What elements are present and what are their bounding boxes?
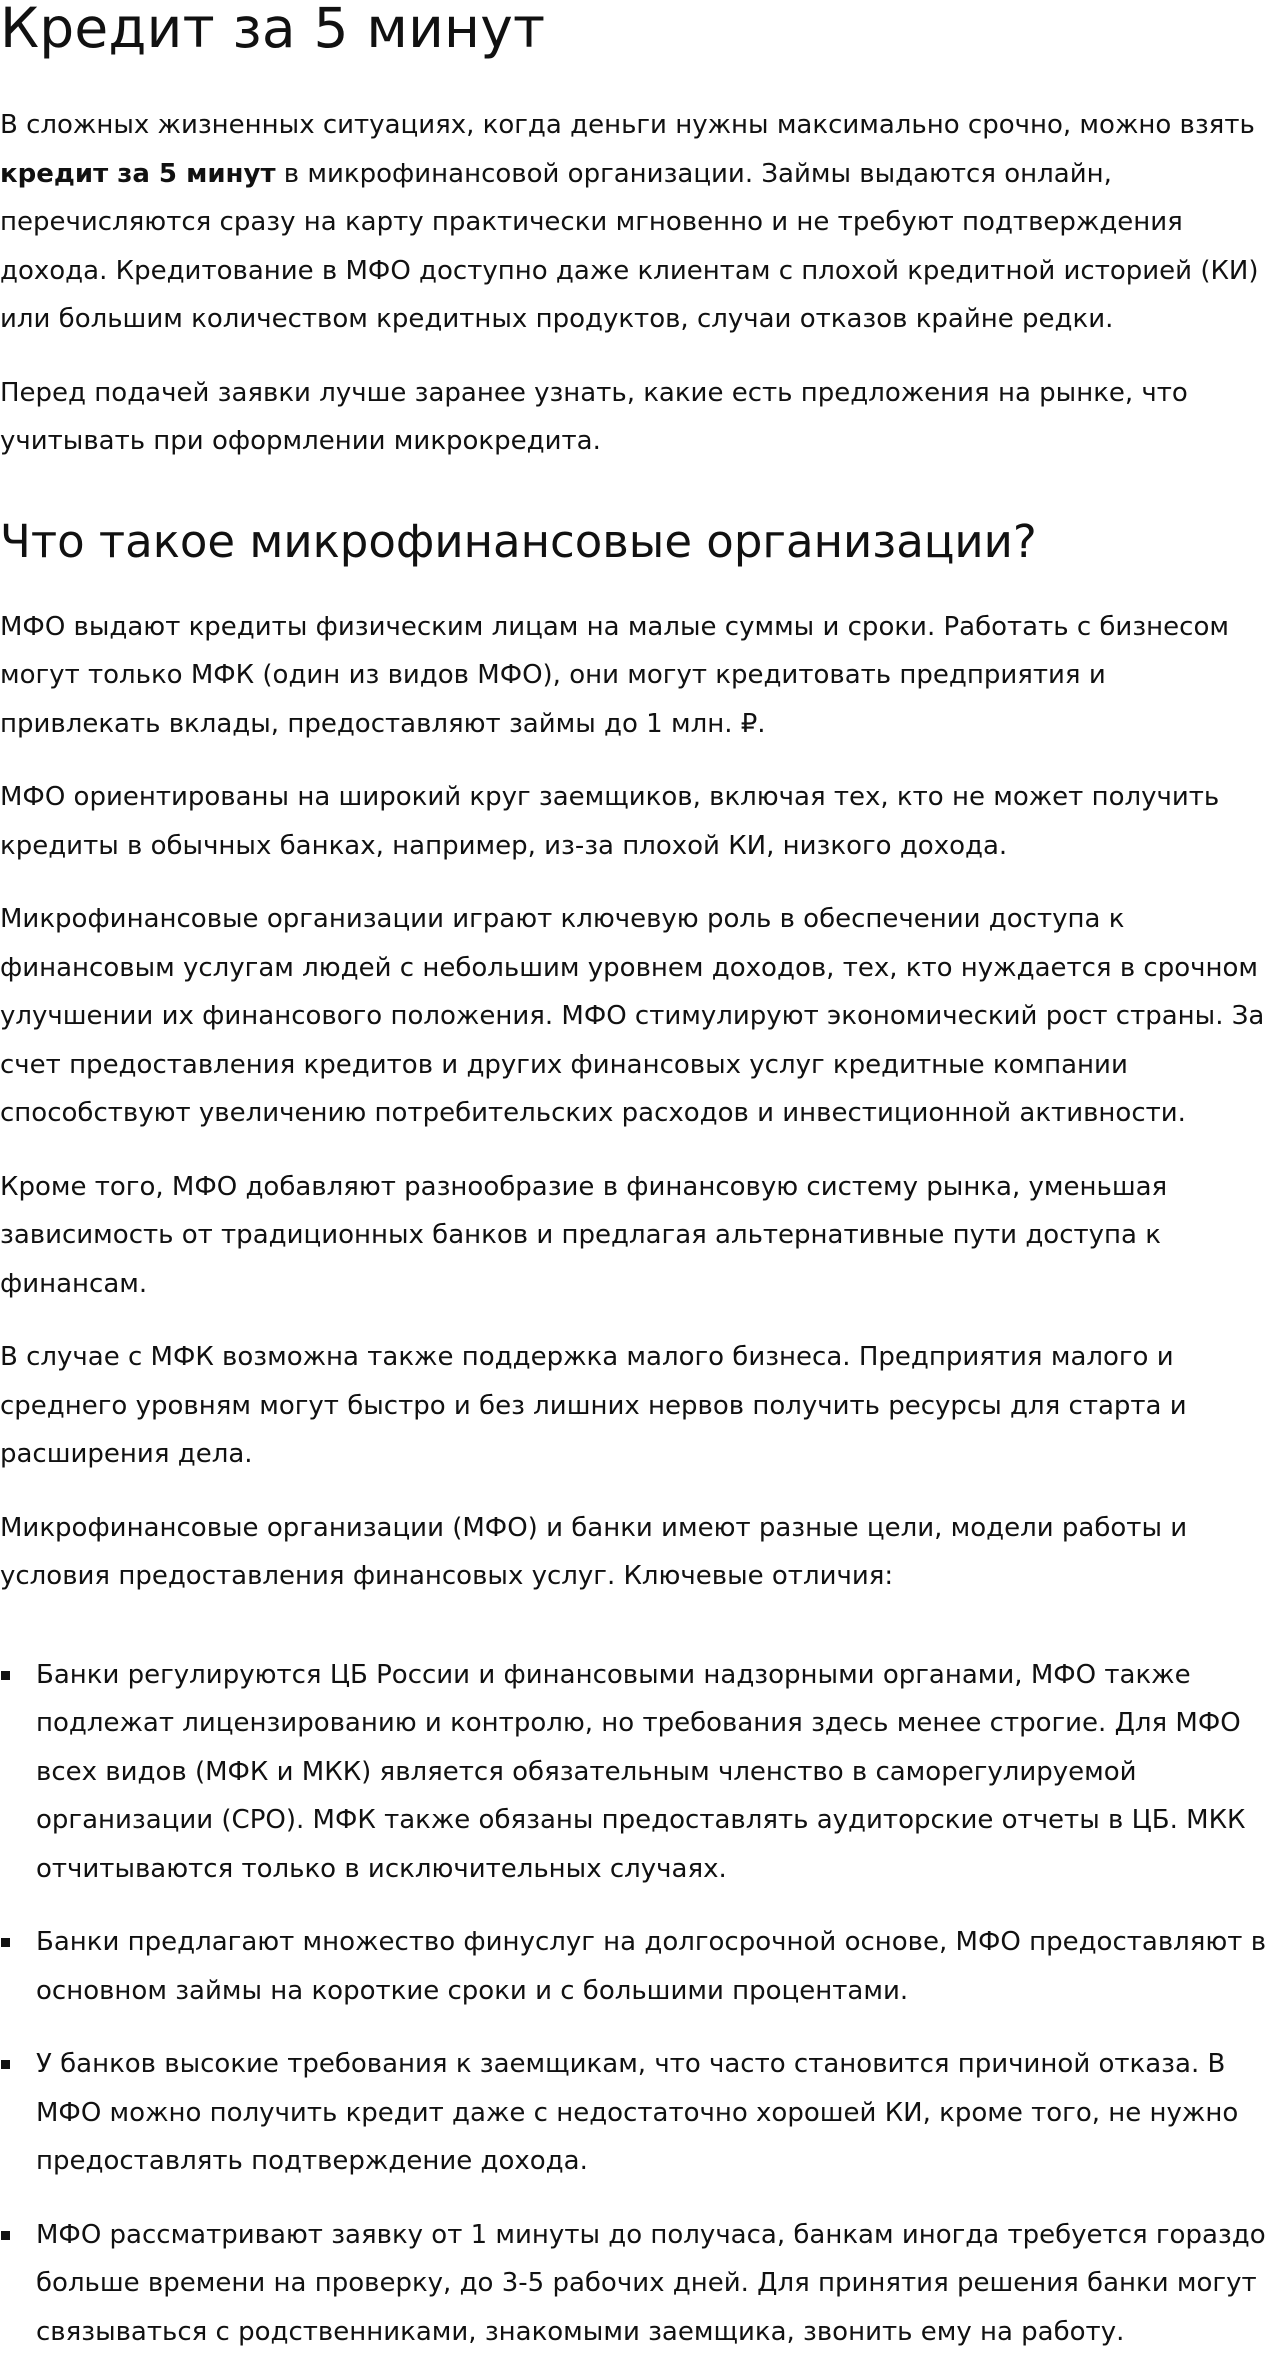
square-bullet-icon <box>1 2231 10 2240</box>
intro-bold-keyword: кредит за 5 минут <box>0 159 276 189</box>
intro-text-before: В сложных жизненных ситуациях, когда деньги нужны максимально срочно, можно взять <box>0 110 1255 140</box>
section-paragraph-2: МФО ориентированы на широкий круг заемщиков, включая тех, кто не может получить кредиты в обычных банках, например, из-за плохой КИ, низкого дохода. <box>0 773 1270 870</box>
differences-list <box>0 1651 1270 2356</box>
intro-paragraph-1 <box>0 101 1270 344</box>
intro-text-after: в микрофинансовой организации. Займы выдаются онлайн, перечисляются сразу на карту практически мгновенно и не требуют подтверждения дохода. Кредитование в МФО доступно даже клиентам с плохой кредитной историей (КИ) или большим количеством кредитных продуктов, случаи отказов крайне редки. <box>0 159 1259 335</box>
intro-paragraph-2: Перед подачей заявки лучше заранее узнать, какие есть предложения на рынке, что учитывать при оформлении микрокредита. <box>0 369 1270 466</box>
square-bullet-icon <box>1 1671 10 1680</box>
section-paragraph-3: Микрофинансовые организации играют ключевую роль в обеспечении доступа к финансовым услугам людей с небольшим уровнем доходов, тех, кто нуждается в срочном улучшении их финансового положения. МФО стимулируют экономический рост страны. За счет предоставления кредитов и других финансовых услуг кредитные компании способствуют увеличению потребительских расходов и инвестиционной активности. <box>0 895 1270 1138</box>
list-item-text: Банки регулируются ЦБ России и финансовыми надзорными органами, МФО также подлежат лицензированию и контролю, но требования здесь менее строгие. Для МФО всех видов (МФК и МКК) является обязательным членство в саморегулируемой организации (СРО). МФК также обязаны предоставлять аудиторские отчеты в ЦБ. МКК отчитываются только в исключительных случаях. <box>36 1660 1245 1884</box>
square-bullet-icon <box>1 1938 10 1947</box>
list-item <box>0 1918 1270 2015</box>
section-heading: Что такое микрофинансовые организации? <box>0 514 1270 570</box>
list-item-text: МФО рассматривают заявку от 1 минуты до получаса, банкам иногда требуется гораздо больше времени на проверку, до 3-5 рабочих дней. Для принятия решения банки могут связываться с родственниками, знакомыми заемщика, звонить ему на работу. <box>36 2220 1266 2347</box>
list-item <box>0 2040 1270 2186</box>
section-paragraph-1: МФО выдают кредиты физическим лицам на малые суммы и сроки. Работать с бизнесом могут только МФК (один из видов МФО), они могут кредитовать предприятия и привлекать вклады, предоставляют займы до 1 млн. ₽. <box>0 603 1270 749</box>
section-paragraph-4: Кроме того, МФО добавляют разнообразие в финансовую систему рынка, уменьшая зависимость от традиционных банков и предлагая альтернативные пути доступа к финансам. <box>0 1163 1270 1309</box>
list-item <box>0 1651 1270 1894</box>
list-item-text: У банков высокие требования к заемщикам, что часто становится причиной отказа. В МФО можно получить кредит даже с недостаточно хорошей КИ, кроме того, не нужно предоставлять подтверждение дохода. <box>36 2049 1238 2176</box>
section-paragraph-6: Микрофинансовые организации (МФО) и банки имеют разные цели, модели работы и условия предоставления финансовых услуг. Ключевые отличия: <box>0 1504 1270 1601</box>
list-item-text: Банки предлагают множество финуслуг на долгосрочной основе, МФО предоставляют в основном займы на короткие сроки и с большими процентами. <box>36 1927 1266 2006</box>
section-paragraph-5: В случае с МФК возможна также поддержка малого бизнеса. Предприятия малого и среднего уровням могут быстро и без лишних нервов получить ресурсы для старта и расширения дела. <box>0 1333 1270 1479</box>
page-title: Кредит за 5 минут <box>0 0 1270 56</box>
list-item <box>0 2211 1270 2356</box>
square-bullet-icon <box>1 2060 10 2069</box>
